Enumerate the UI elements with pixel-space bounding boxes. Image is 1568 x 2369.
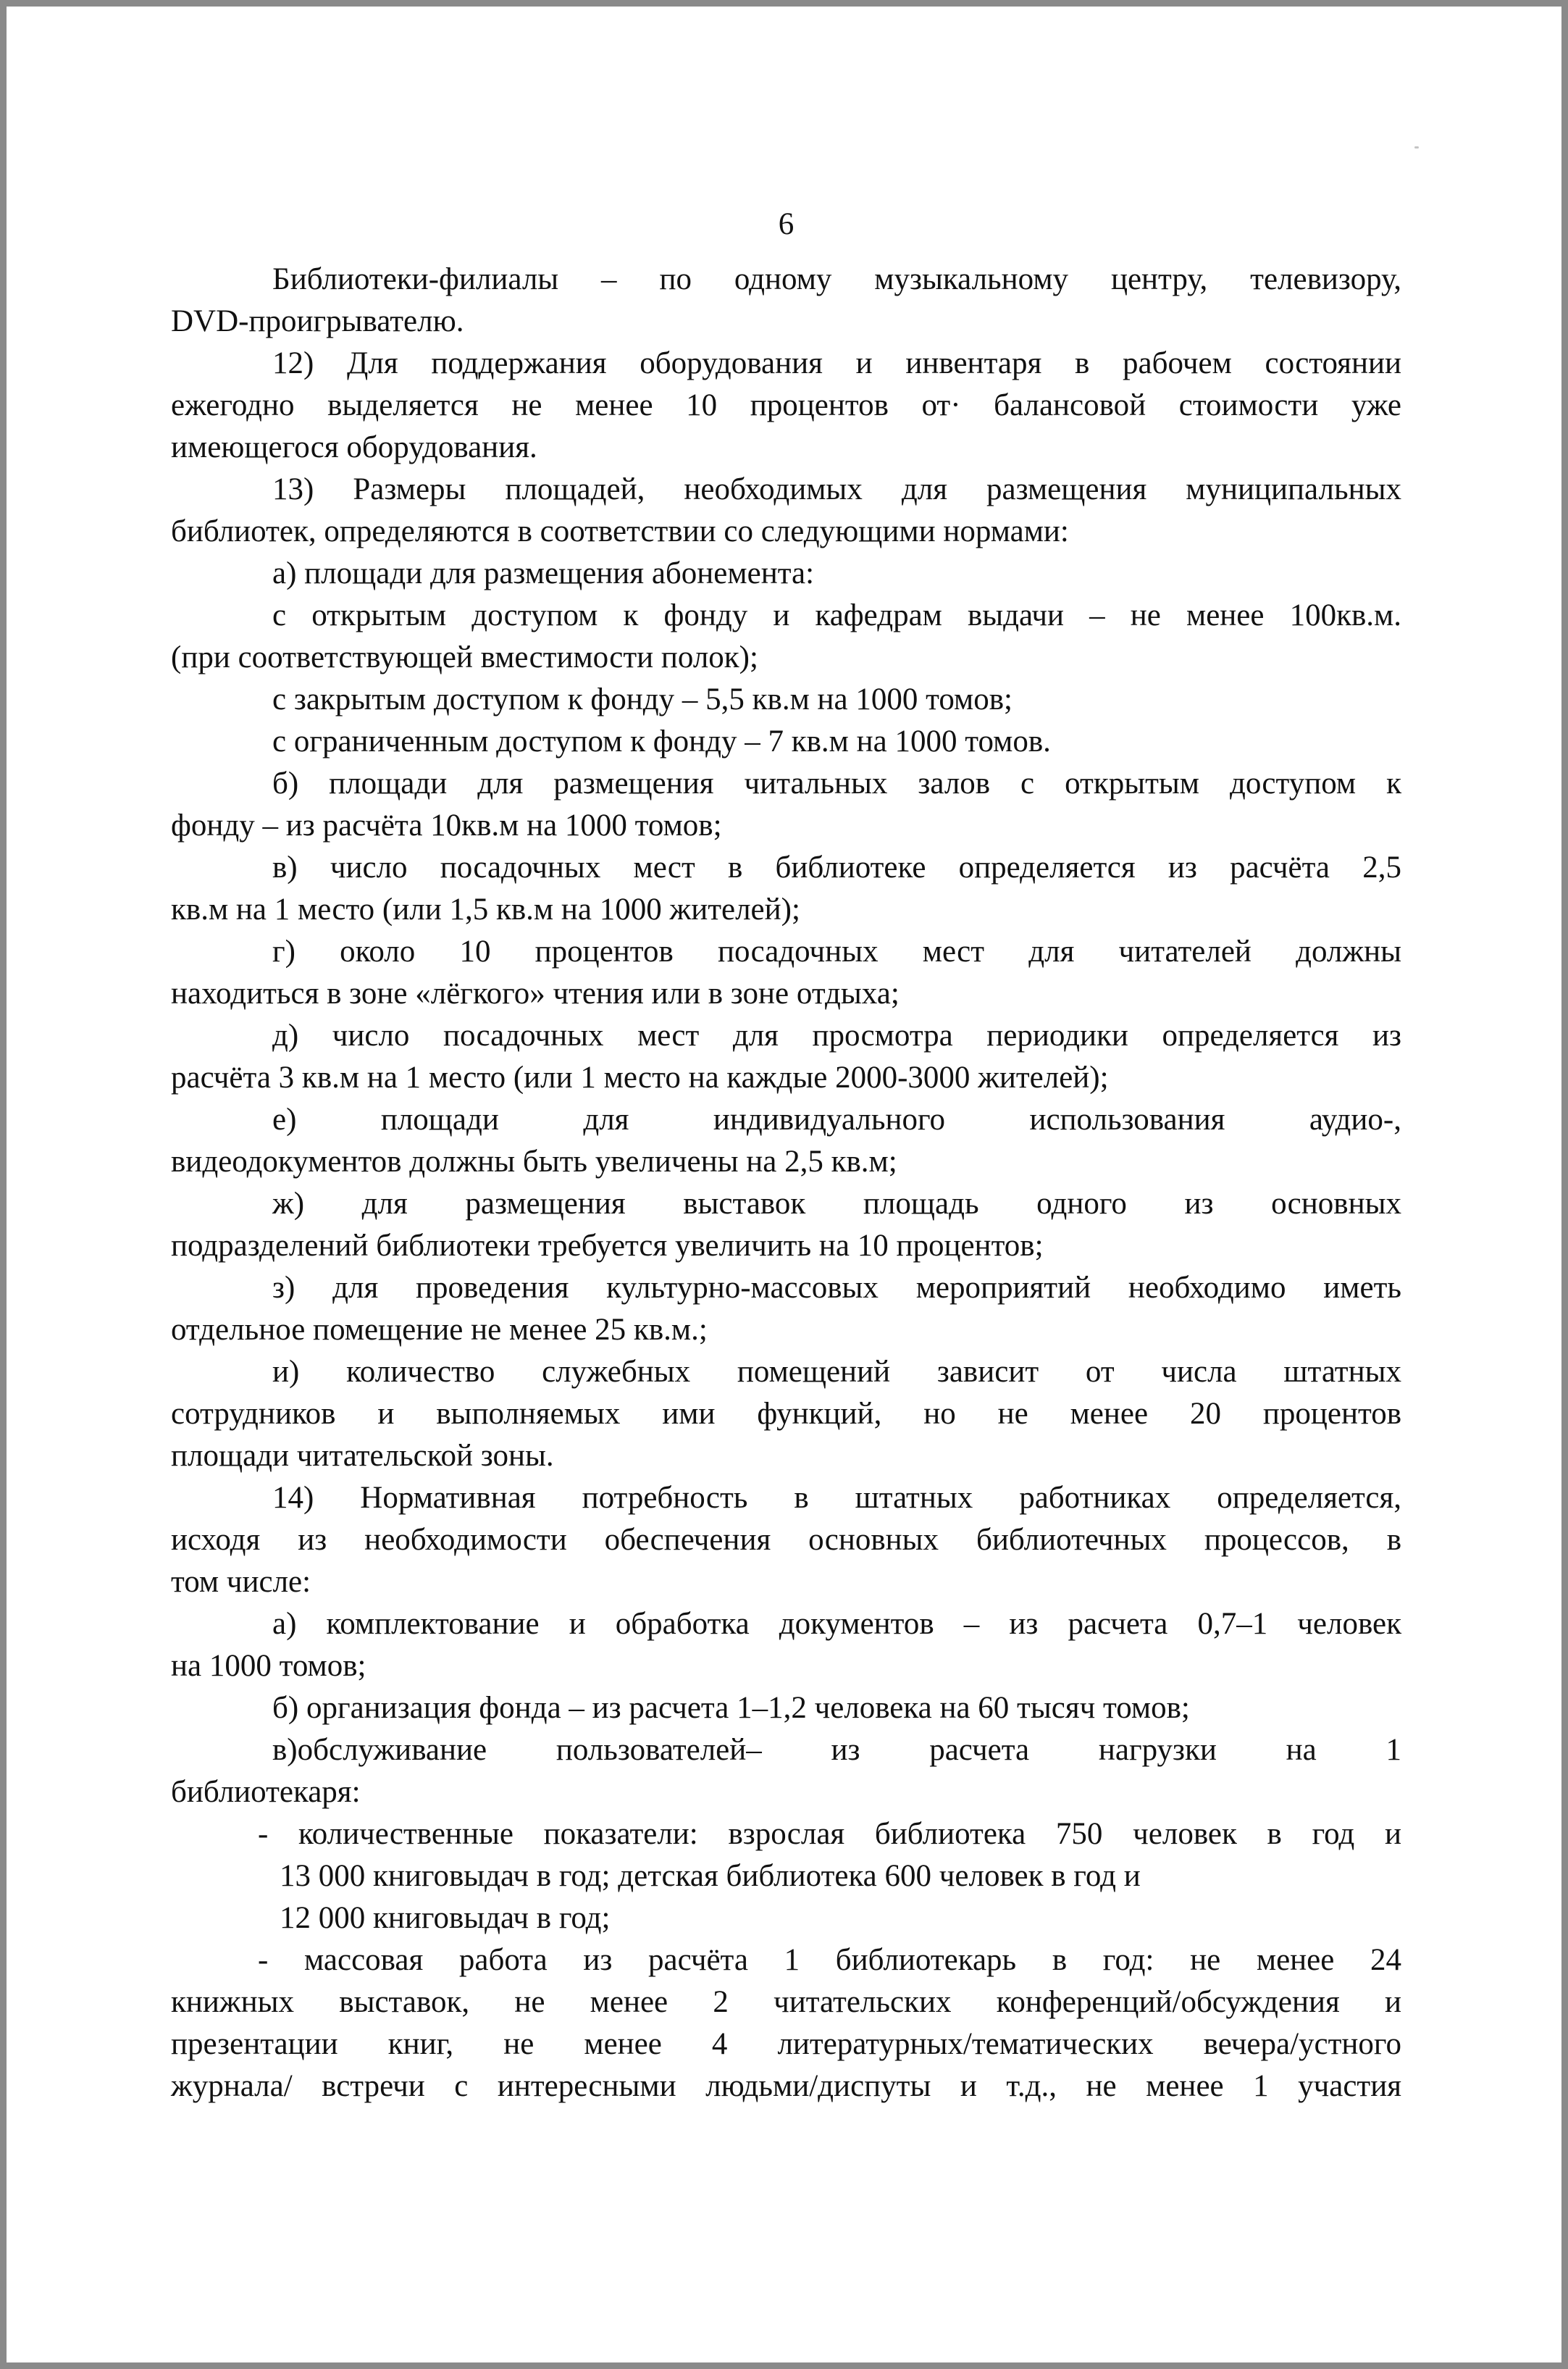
text-line: журнала/ встречи с интересными людьми/диспуты и т.д., не менее 1 участия bbox=[171, 2069, 1401, 2103]
text-line: видеодокументов должны быть увеличены на 2,5 кв.м; bbox=[171, 1145, 897, 1179]
text-line: е) площади для индивидуального использования аудио-, bbox=[272, 1103, 1401, 1137]
text-line: презентации книг, не менее 4 литературных/тематических вечера/устного bbox=[171, 2027, 1401, 2061]
text-line: д) число посадочных мест для просмотра периодики определяется из bbox=[272, 1019, 1401, 1053]
text-line: б) организация фонда – из расчета 1–1,2 человека на 60 тысяч томов; bbox=[272, 1691, 1190, 1725]
text-line: - количественные показатели: взрослая библиотека 750 человек в год и bbox=[258, 1817, 1401, 1851]
text-line: сотрудников и выполняемых ими функций, но не менее 20 процентов bbox=[171, 1397, 1401, 1431]
text-line: подразделений библиотеки требуется увеличить на 10 процентов; bbox=[171, 1229, 1044, 1263]
text-line: отдельное помещение не менее 25 кв.м.; bbox=[171, 1313, 708, 1347]
text-line: Библиотеки-филиалы – по одному музыкальному центру, телевизору, bbox=[272, 262, 1401, 296]
text-line: - массовая работа из расчёта 1 библиотекарь в год: не менее 24 bbox=[258, 1943, 1401, 1977]
text-line: библиотекаря: bbox=[171, 1775, 361, 1809]
text-line: находиться в зоне «лёгкого» чтения или в зоне отдыха; bbox=[171, 977, 900, 1011]
text-line: 13 000 книговыдач в год; детская библиотека 600 человек в год и bbox=[280, 1859, 1141, 1893]
text-line: ежегодно выделяется не менее 10 процентов от· балансовой стоимости уже bbox=[171, 388, 1401, 422]
text-line: библиотек, определяются в соответствии со следующими нормами: bbox=[171, 514, 1069, 548]
text-line: а) комплектование и обработка документов – из расчета 0,7–1 человек bbox=[272, 1607, 1401, 1641]
text-line: а) площади для размещения абонемента: bbox=[272, 556, 815, 590]
text-line: книжных выставок, не менее 2 читательских конференций/обсуждения и bbox=[171, 1985, 1401, 2019]
text-line: том числе: bbox=[171, 1565, 311, 1599]
text-line: расчёта 3 кв.м на 1 место (или 1 место на каждые 2000-3000 жителей); bbox=[171, 1061, 1109, 1095]
text-line: исходя из необходимости обеспечения основных библиотечных процессов, в bbox=[171, 1523, 1401, 1557]
text-line: на 1000 томов; bbox=[171, 1649, 366, 1683]
text-line: площади читательской зоны. bbox=[171, 1439, 554, 1473]
text-line: 13) Размеры площадей, необходимых для размещения муниципальных bbox=[272, 472, 1401, 506]
text-line: в)обслуживание пользователей– из расчета нагрузки на 1 bbox=[272, 1733, 1401, 1767]
text-line: 12) Для поддержания оборудования и инвентаря в рабочем состоянии bbox=[272, 346, 1401, 380]
text-line: с закрытым доступом к фонду – 5,5 кв.м на 1000 томов; bbox=[272, 682, 1013, 716]
page-number: 6 bbox=[778, 207, 795, 241]
text-line: с открытым доступом к фонду и кафедрам выдачи – не менее 100кв.м. bbox=[272, 598, 1401, 632]
text-line: и) количество служебных помещений зависит от числа штатных bbox=[272, 1355, 1401, 1389]
text-line: фонду – из расчёта 10кв.м на 1000 томов; bbox=[171, 809, 722, 843]
text-line: б) площади для размещения читальных залов с открытым доступом к bbox=[272, 766, 1401, 801]
scan-speck bbox=[1414, 146, 1419, 149]
text-line: DVD-проигрывателю. bbox=[171, 304, 464, 338]
text-line: ж) для размещения выставок площадь одного из основных bbox=[272, 1187, 1401, 1221]
text-line: з) для проведения культурно-массовых мероприятий необходимо иметь bbox=[272, 1271, 1401, 1305]
text-line: г) около 10 процентов посадочных мест для читателей должны bbox=[272, 935, 1401, 969]
text-line: в) число посадочных мест в библиотеке определяется из расчёта 2,5 bbox=[272, 851, 1401, 885]
text-line: 12 000 книговыдач в год; bbox=[280, 1901, 611, 1935]
text-line: (при соответствующей вместимости полок); bbox=[171, 640, 758, 674]
text-line: 14) Нормативная потребность в штатных работниках определяется, bbox=[272, 1481, 1401, 1515]
text-line: с ограниченным доступом к фонду – 7 кв.м на 1000 томов. bbox=[272, 724, 1051, 759]
text-line: имеющегося оборудования. bbox=[171, 430, 537, 464]
text-line: кв.м на 1 место (или 1,5 кв.м на 1000 жителей); bbox=[171, 893, 800, 927]
